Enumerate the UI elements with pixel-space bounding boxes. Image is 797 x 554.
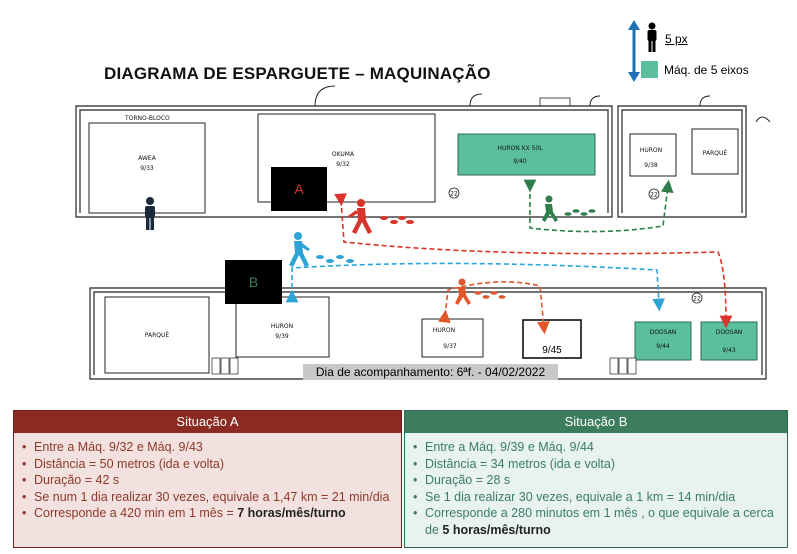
list-item: • Distância = 50 metros (ida e volta) — [34, 456, 395, 473]
footprints-green — [565, 209, 596, 216]
doosan44-name: DOOSAN — [649, 329, 677, 336]
list-item-emphasis: 7 horas/mês/turno — [237, 506, 346, 520]
list-item-emphasis: 5 horas/mês/turno — [442, 522, 551, 537]
list-item: • Duração = 28 s — [425, 472, 781, 489]
huron-kx-id: 9/40 — [513, 158, 527, 165]
huron38-id: 9/38 — [644, 162, 658, 169]
zone-b: B — [225, 260, 282, 304]
list-item: • Entre a Máq. 9/39 e Máq. 9/44 — [425, 439, 781, 456]
list-item — [34, 505, 395, 522]
list-item: • Duração = 42 s — [34, 472, 395, 489]
machine-huron-38 — [630, 134, 676, 176]
situacao-a-title: Situação A — [14, 411, 401, 433]
situacao-b-panel — [404, 410, 788, 548]
cabinets-left — [212, 358, 238, 374]
doosan44-id: 9/44 — [656, 343, 670, 350]
situacao-a-list — [14, 439, 401, 522]
list-item-text: Corresponde a 420 min em 1 mês = — [34, 506, 238, 520]
parque-bottom — [105, 297, 209, 373]
legend-machine-label: Máq. de 5 eixos — [664, 63, 749, 77]
list-item: • Se num 1 dia realizar 30 vezes, equivale a 1,47 km = 21 min/dia — [34, 489, 395, 506]
huron39-name: HURON — [270, 323, 294, 330]
zone-a: A — [271, 167, 327, 211]
awea-id: 9/33 — [140, 165, 154, 172]
awea-name: AWEA — [138, 155, 156, 162]
list-item — [425, 505, 781, 538]
svg-text:22: 22 — [693, 295, 701, 303]
situacao-b-list — [405, 439, 787, 538]
marker-22-b — [649, 189, 659, 199]
situacao-a-panel — [13, 410, 402, 548]
okuma-name: OKUMA — [331, 151, 355, 158]
list-item: • Entre a Máq. 9/32 e Máq. 9/43 — [34, 439, 395, 456]
diagram-title: DIAGRAMA DE ESPARGUETE – MAQUINAÇÃO — [104, 64, 491, 83]
svg-text:22: 22 — [450, 190, 458, 198]
footprints-blue — [316, 255, 354, 263]
doosan43-id: 9/43 — [722, 347, 736, 354]
parque-bottom-label: PARQUÉ — [144, 332, 170, 339]
huron37-name: HURON — [432, 327, 456, 334]
marker-22-c — [692, 293, 702, 303]
huron39-id: 9/39 — [275, 333, 289, 340]
legend-scale-label: 5 px — [665, 32, 688, 46]
machine-9-45 — [523, 320, 581, 358]
huron37-id: 9/37 — [443, 343, 457, 350]
list-item: • Distância = 34 metros (ida e volta) — [425, 456, 781, 473]
parque-top — [692, 129, 738, 174]
tornoblock-label: TORNO-BLOCO — [125, 115, 170, 122]
machine-doosan-44 — [635, 322, 691, 360]
marker-22-a — [449, 188, 459, 198]
machine-huron-39 — [236, 297, 329, 357]
cabinets-right — [610, 358, 636, 374]
list-item-text: Corresponde a 280 minutos em 1 mês , o que equivale a cerca de — [425, 506, 774, 537]
list-item: • Se 1 dia realizar 30 vezes, equivale a 1 km = 14 min/dia — [425, 489, 781, 506]
standing-person-icon — [145, 197, 155, 230]
machine-huron-kx50l — [458, 134, 595, 175]
machine-doosan-43 — [701, 322, 757, 360]
situacao-b-title: Situação B — [405, 411, 787, 433]
tracking-date-label: Dia de acompanhamento: 6ªf. - 04/02/2022 — [303, 364, 558, 380]
huron-kx-name: HURON KX 50L — [497, 145, 543, 152]
machine-huron-37 — [422, 319, 483, 357]
m945-id: 9/45 — [542, 345, 562, 356]
route-b-path — [292, 263, 659, 305]
okuma-id: 9/32 — [336, 161, 350, 168]
parque-top-label: PARQUÉ — [702, 150, 728, 157]
doosan43-name: DOOSAN — [715, 329, 743, 336]
svg-text:22: 22 — [650, 191, 658, 199]
walker-blue-icon — [289, 232, 310, 267]
huron38-name: HURON — [639, 147, 663, 154]
walker-green-icon — [542, 196, 558, 223]
